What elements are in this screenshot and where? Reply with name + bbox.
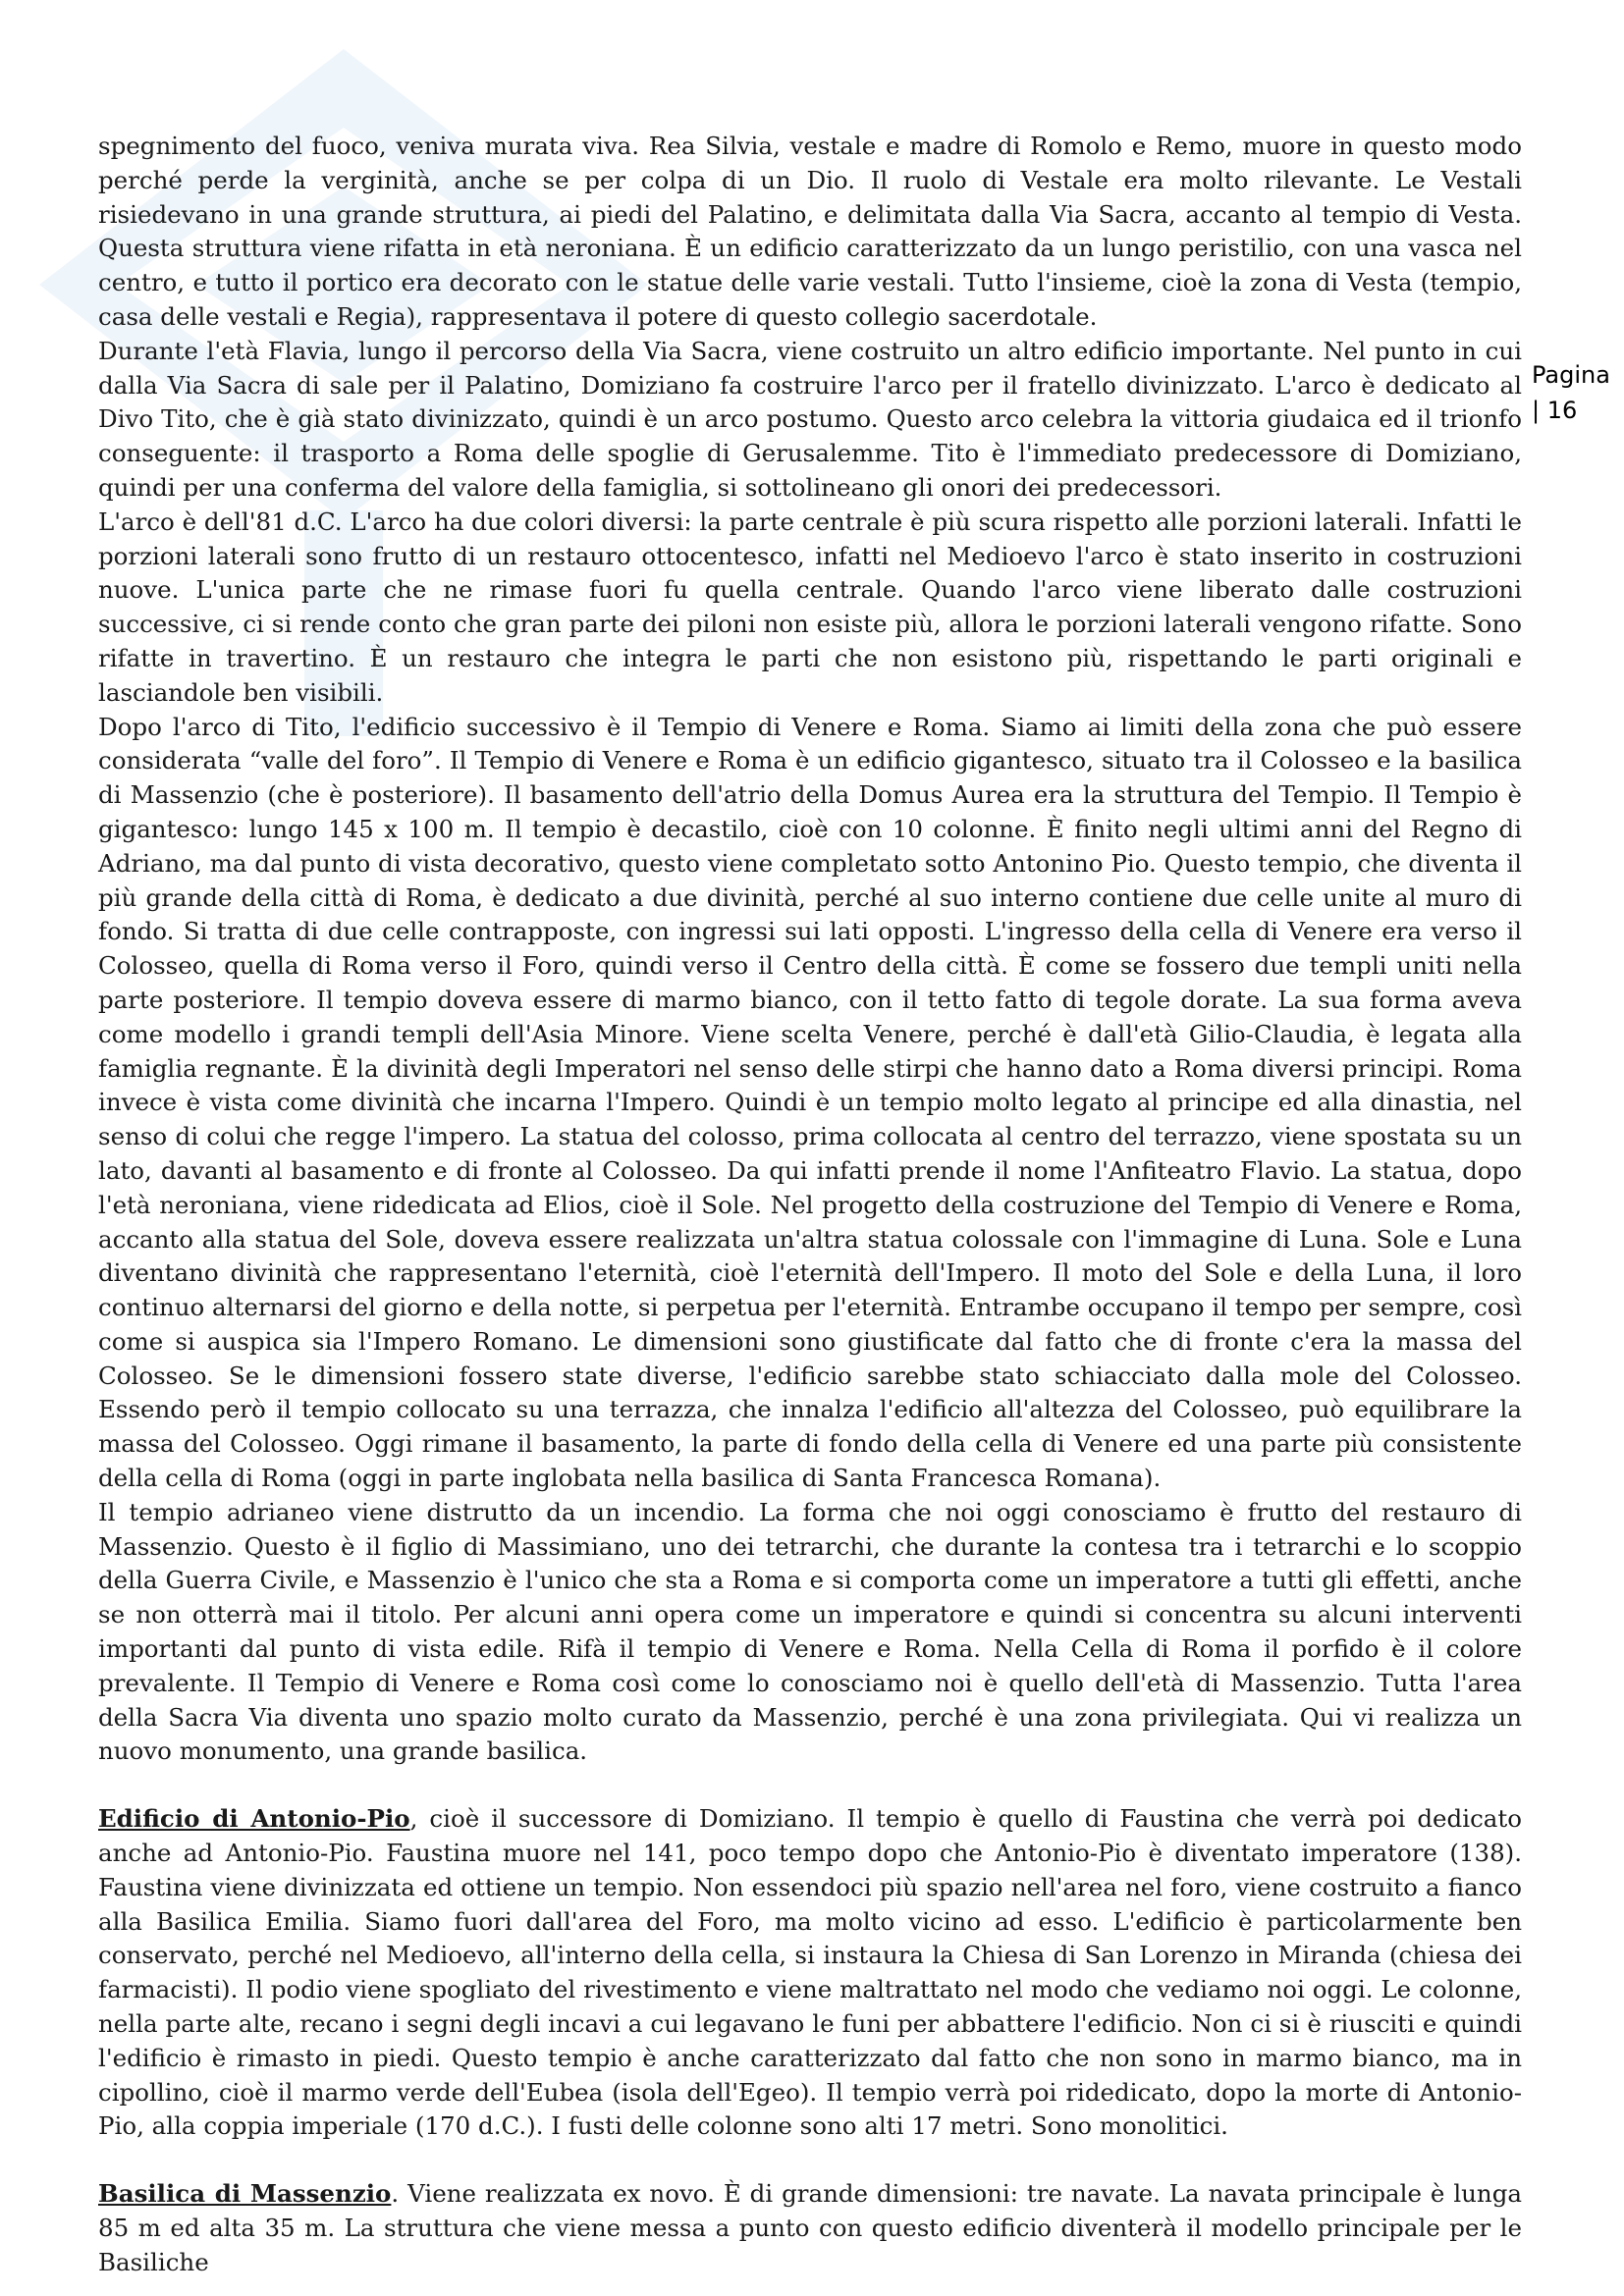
section-text-antonio-pio: , cioè il successore di Domiziano. Il tempio è quello di Faustina che verrà poi dedicato anche ad Antonio-Pio. Faustina muore nel 141, poco tempo dopo che Antonio-Pio è diventato imperatore (138). Faustina viene divinizzata ed ottiene un tempio. Non essendoci più spazio nell'area nel foro, viene costruito a fianco alla Basilica Emilia. Siamo fuori dall'area del Foro, ma molto vicino ad esso. L'edificio è particolarmente ben conservato, perché nel Medioevo, all'interno della cella, si instaura la Chiesa di San Lorenzo in Miranda (chiesa dei farmacisti). Il podio viene spogliato del rivestimento e viene maltrattato nel modo che vediamo noi oggi. Le colonne, nella parte alte, recano i segni degli incavi a cui legavano le funi per abbattere l'edificio. Non ci si è riusciti e quindi l'edificio è rimasto in piedi. Questo tempio è anche caratterizzato dal fatto che non sono in marmo bianco, ma in cipollino, cioè il marmo verde dell'Eubea (isola dell'Egeo). Il tempio verrà poi ridedicato, dopo la morte di Antonio-Pio, alla coppia imperiale (170 d.C.). I fusti delle colonne sono alti 17 metri. Sono monolitici. — [98, 1804, 1522, 2141]
page-label: Pagina — [1532, 361, 1610, 389]
section-text-basilica: . Viene realizzata ex novo. È di grande dimensioni: tre navate. La navata principale è lunga 85 m ed alta 35 m. La struttura che viene messa a punto con questo edificio diventerà il modello principale per le Basiliche — [98, 2179, 1522, 2276]
section-heading-antonio-pio: Edificio di Antonio-Pio — [98, 1804, 410, 1834]
section-spacer — [98, 2144, 1522, 2177]
section-spacer — [98, 1769, 1522, 1802]
paragraph-vestali: spegnimento del fuoco, veniva murata viva. Rea Silvia, vestale e madre di Romolo e Remo, muore in questo modo perché perde la verginità, anche se per colpa di un Dio. Il ruolo di Vestale era molto rilevante. Le Vestali risiedevano in una grande struttura, ai piedi del Palatino, e delimitata dalla Via Sacra, accanto al tempio di Vesta. Questa struttura viene rifatta in età neroniana. È un edificio caratterizzato da un lungo peristilio, con una vasca nel centro, e tutto il portico era decorato con le statue delle varie vestali. Tutto l'insieme, cioè la zona di Vesta (tempio, casa delle vestali e Regia), rappresentava il potere di questo collegio sacerdotale. — [98, 132, 1522, 331]
section-antonio-pio — [98, 1802, 1522, 2144]
section-basilica-massenzio — [98, 2177, 1522, 2279]
paragraph-arco-restauro: L'arco è dell'81 d.C. L'arco ha due colori diversi: la parte centrale è più scura rispetto alle porzioni laterali. Infatti le porzioni laterali sono frutto di un restauro ottocentesco, infatti nel Medioevo l'arco è stato inserito in costruzioni nuove. L'unica parte che ne rimase fuori fu quella centrale. Quando l'arco viene liberato dalle costruzioni successive, ci si rende conto che gran parte dei piloni non esiste più, allora le porzioni laterali vengono rifatte. Sono rifatte in travertino. È un restauro che integra le parti che non esistono più, rispettando le parti originali e lasciandole ben visibili. — [98, 507, 1522, 707]
paragraph-arco-di-tito: Durante l'età Flavia, lungo il percorso della Via Sacra, viene costruito un altro edificio importante. Nel punto in cui dalla Via Sacra di sale per il Palatino, Domiziano fa costruire l'arco per il fratello divinizzato. L'arco è dedicato al Divo Tito, che è già stato divinizzato, quindi è un arco postumo. Questo arco celebra la vittoria giudaica ed il trionfo conseguente: il trasporto a Roma delle spoglie di Gerusalemme. Tito è l'immediato predecessore di Domiziano, quindi per una conferma del valore della famiglia, si sottolineano gli onori dei predecessori. — [98, 336, 1522, 502]
document-body — [98, 130, 1522, 2280]
section-heading-basilica: Basilica di Massenzio — [98, 2179, 392, 2209]
paragraph-restauro-massenzio: Il tempio adrianeo viene distrutto da un incendio. La forma che noi oggi conosciamo è frutto del restauro di Massenzio. Questo è il figlio di Massimiano, uno dei tetrarchi, che durante la contesa tra i tetrarchi e lo scoppio della Guerra Civile, e Massenzio è l'unico che sta a Roma e si comporta come un imperatore a tutti gli effetti, anche se non otterrà mai il titolo. Per alcuni anni opera come un imperatore e quindi si concentra su alcuni interventi importanti dal punto di vista edile. Rifà il tempio di Venere e Roma. Nella Cella di Roma il porfido è il colore prevalente. Il Tempio di Venere e Roma così come lo conosciamo noi è quello dell'età di Massenzio. Tutta l'area della Sacra Via diventa uno spazio molto curato da Massenzio, perché è una zona privilegiata. Qui vi realizza un nuovo monumento, una grande basilica. — [98, 1497, 1522, 1766]
page-number: | 16 — [1532, 397, 1578, 424]
paragraph-tempio-venere-roma: Dopo l'arco di Tito, l'edificio successivo è il Tempio di Venere e Roma. Siamo ai limiti della zona che può essere considerata “valle del foro”. Il Tempio di Venere e Roma è un edificio gigantesco, situato tra il Colosseo e la basilica di Massenzio (che è posteriore). Il basamento dell'atrio della Domus Aurea era la struttura del Tempio. Il Tempio è gigantesco: lungo 145 x 100 m. Il tempio è decastilo, cioè con 10 colonne. È finito negli ultimi anni del Regno di Adriano, ma dal punto di vista decorativo, questo viene completato sotto Antonino Pio. Questo tempio, che diventa il più grande della città di Roma, è dedicato a due divinità, perché al suo interno contiene due celle unite al muro di fondo. Si tratta di due celle contrapposte, con ingressi sui lati opposti. L'ingresso della cella di Venere era verso il Colosseo, quella di Roma verso il Foro, quindi verso il Centro della città. È come se fossero due templi uniti nella parte posteriore. Il tempio doveva essere di marmo bianco, con il tetto fatto di tegole dorate. La sua forma aveva come modello i grandi templi dell'Asia Minore. Viene scelta Venere, perché è dall'età Gilio-Claudia, è legata alla famiglia regnante. È la divinità degli Imperatori nel senso delle stirpi che hanno dato a Roma diversi principi. Roma invece è vista come divinità che incarna l'Impero. Quindi è un tempio molto legato al principe ed alla dinastia, nel senso di colui che regge l'impero. La statua del colosso, prima collocata al centro del terrazzo, viene spostata su un lato, davanti al basamento e di fronte al Colosseo. Da qui infatti prende il nome l'Anfiteatro Flavio. La statua, dopo l'età neroniana, viene ridedicata ad Elios, cioè il Sole. Nel progetto della costruzione del Tempio di Venere e Roma, accanto alla statua del Sole, doveva essere realizzata un'altra statua colossale con l'immagine di Luna. Sole e Luna diventano divinità che rappresentano l'eternità, cioè l'eternità dell'Impero. Il moto del Sole e della Luna, il loro continuo alternarsi del giorno e della notte, si perpetua per l'eternità. Entrambe occupano il tempo per sempre, così come si auspica sia l'Impero Romano. Le dimensioni sono giustificate dal fatto che di fronte c'era la massa del Colosseo. Se le dimensioni fossero state diverse, l'edificio sarebbe stato schiacciato dalla mole del Colosseo. Essendo però il tempio collocato su una terrazza, che innalza l'edificio all'altezza del Colosseo, può equilibrare la massa del Colosseo. Oggi rimane il basamento, la parte di fondo della cella di Venere ed una parte più consistente della cella di Roma (oggi in parte inglobata nella basilica di Santa Francesca Romana). — [98, 712, 1522, 1493]
page-number-tag — [1532, 357, 1610, 428]
